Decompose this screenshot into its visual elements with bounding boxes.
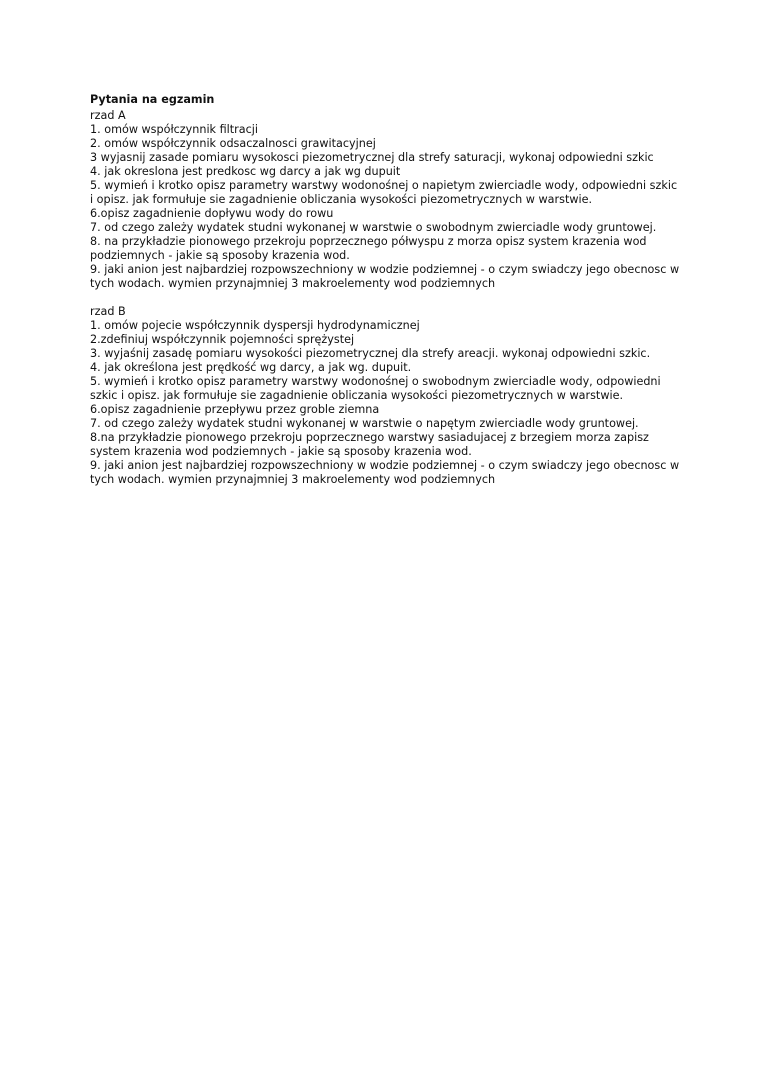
question-b-5: 5. wymień i krotko opisz parametry warstwy wodonośnej o swobodnym zwierciadle wody, odpowiedni szkic i opisz. jak formułuje sie zagadnienie obliczania wysokości piezometrycznych w warstwie. xyxy=(90,375,661,402)
group-label-b: rzad B xyxy=(90,305,126,318)
group-label-a: rzad A xyxy=(90,109,126,122)
question-b-9: 9. jaki anion jest najbardziej rozpowszechniony w wodzie podziemnej - o czym swiadczy jego obecnosc w tych wodach. wymien przynajmniej 3 makroelementy wod podziemnych xyxy=(90,459,680,486)
question-a-4: 4. jak okreslona jest predkosc wg darcy a jak wg dupuit xyxy=(90,165,401,178)
document-content xyxy=(90,93,680,487)
question-b-2: 2.zdefiniuj współczynnik pojemności sprężystej xyxy=(90,333,355,346)
question-a-8: 8. na przykładzie pionowego przekroju poprzecznego półwyspu z morza opisz system krazenia wod podziemnych - jakie są sposoby krazenia wod. xyxy=(90,235,647,262)
question-group-b xyxy=(90,305,680,487)
question-b-6: 6.opisz zagadnienie przepływu przez groble ziemna xyxy=(90,403,380,416)
question-group-a xyxy=(90,109,680,291)
document-title: Pytania na egzamin xyxy=(90,93,215,106)
question-b-1: 1. omów pojecie współczynnik dyspersji hydrodynamicznej xyxy=(90,319,420,332)
question-a-3: 3 wyjasnij zasade pomiaru wysokosci piezometrycznej dla strefy saturacji, wykonaj odpowiedni szkic xyxy=(90,151,654,164)
question-a-2: 2. omów współczynnik odsaczalnosci grawitacyjnej xyxy=(90,137,376,150)
question-a-7: 7. od czego zależy wydatek studni wykonanej w warstwie o swobodnym zwierciadle wody gruntowej. xyxy=(90,221,657,234)
question-b-7: 7. od czego zależy wydatek studni wykonanej w warstwie o napętym zwierciadle wody gruntowej. xyxy=(90,417,639,430)
question-a-6: 6.opisz zagadnienie dopływu wody do rowu xyxy=(90,207,334,220)
question-a-1: 1. omów współczynnik filtracji xyxy=(90,123,258,136)
question-a-9: 9. jaki anion jest najbardziej rozpowszechniony w wodzie podziemnej - o czym swiadczy jego obecnosc w tych wodach. wymien przynajmniej 3 makroelementy wod podziemnych xyxy=(90,263,680,290)
group-spacer xyxy=(90,291,680,305)
question-a-5: 5. wymień i krotko opisz parametry warstwy wodonośnej o napietym zwierciadle wody, odpowiedni szkic i opisz. jak formułuje sie zagadnienie obliczania wysokości piezometrycznych w warstwie. xyxy=(90,179,678,206)
question-b-8: 8.na przykładzie pionowego przekroju poprzecznego warstwy sasiadujacej z brzegiem morza zapisz system krazenia wod podziemnych - jakie są sposoby krazenia wod. xyxy=(90,431,649,458)
question-b-4: 4. jak określona jest prędkość wg darcy, a jak wg. dupuit. xyxy=(90,361,412,374)
question-b-3: 3. wyjaśnij zasadę pomiaru wysokości piezometrycznej dla strefy areacji. wykonaj odpowiedni szkic. xyxy=(90,347,651,360)
